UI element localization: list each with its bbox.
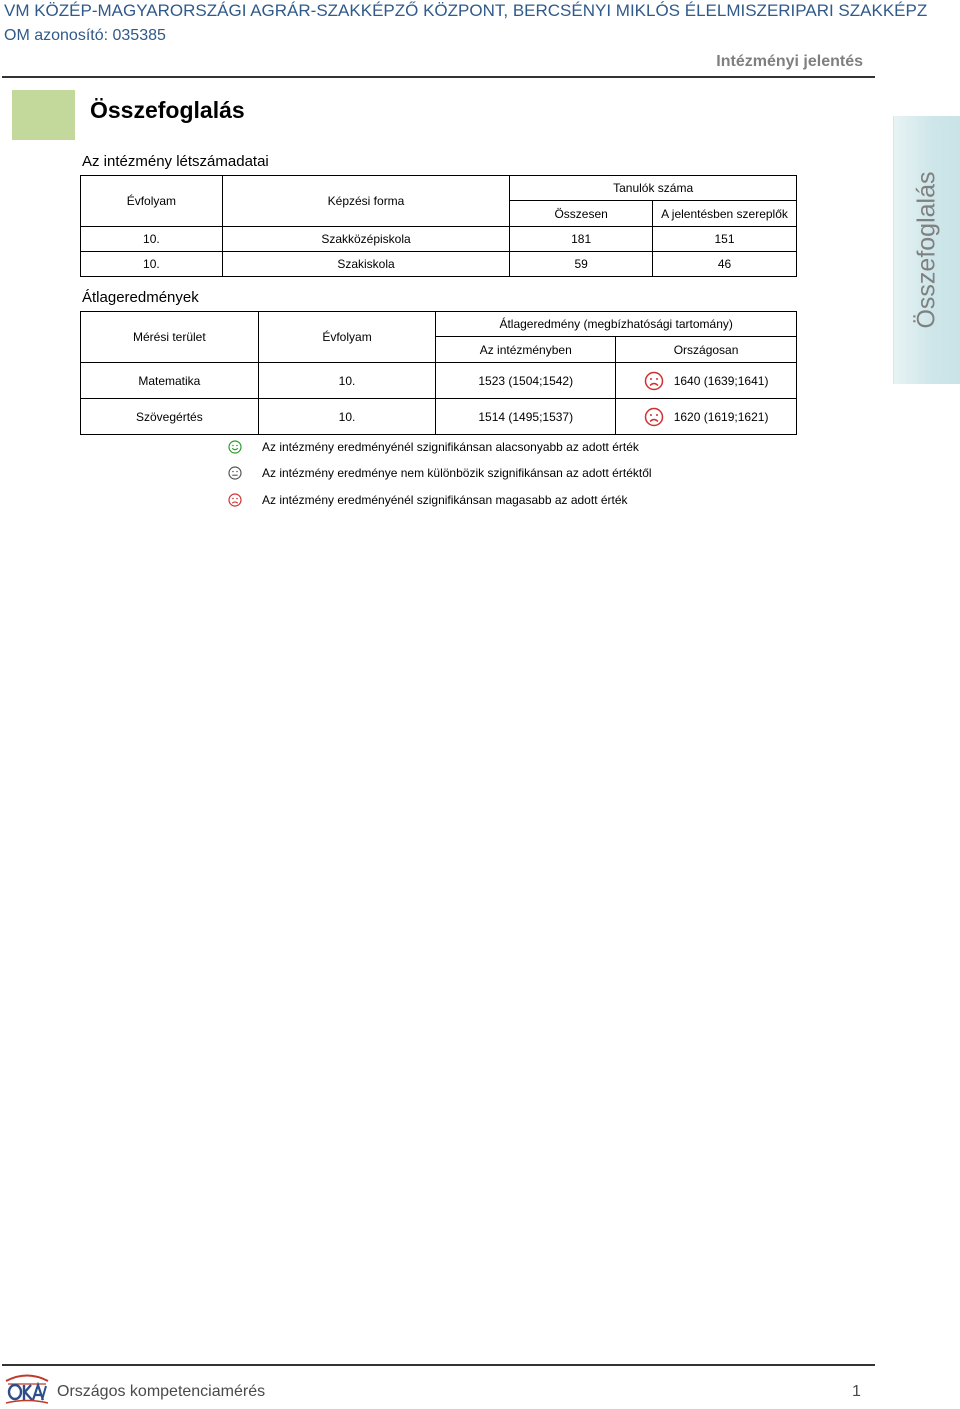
neutral-face-icon xyxy=(228,466,242,480)
averages-table xyxy=(80,311,797,435)
footer-divider xyxy=(2,1364,875,1366)
enrollment-table xyxy=(80,175,797,277)
col-grade: Évfolyam xyxy=(81,176,223,227)
cell-grade: 10. xyxy=(258,363,436,399)
cell-grade: 10. xyxy=(258,399,436,435)
sad-face-icon xyxy=(644,371,664,391)
averages-section-title: Átlageredmények xyxy=(82,289,199,306)
cell-institution: 1514 (1495;1537) xyxy=(436,399,616,435)
col-institution: Az intézményben xyxy=(436,337,616,363)
legend-text: Az intézmény eredménye nem különbözik szignifikánsan az adott értéktől xyxy=(262,466,652,480)
cell-national xyxy=(616,363,797,399)
cell-in-report: 151 xyxy=(653,227,797,252)
cell-area: Szövegértés xyxy=(81,399,259,435)
legend-item xyxy=(228,493,628,507)
col-students: Tanulók száma xyxy=(510,176,797,201)
legend-item xyxy=(228,440,639,454)
page-title: Összefoglalás xyxy=(90,97,245,123)
enrollment-section-title: Az intézmény létszámadatai xyxy=(82,153,269,170)
om-id: OM azonosító: 035385 xyxy=(4,27,166,44)
oktatasi-hivatal-logo xyxy=(4,1372,50,1406)
legend-text: Az intézmény eredményénél szignifikánsan alacsonyabb az adott érték xyxy=(262,440,639,454)
col-avg: Átlageredmény (megbízhatósági tartomány) xyxy=(436,312,797,337)
page-number: 1 xyxy=(852,1383,861,1400)
cell-total: 59 xyxy=(510,252,653,277)
national-value: 1620 (1619;1621) xyxy=(673,409,769,424)
table-row xyxy=(81,363,797,399)
cell-area: Matematika xyxy=(81,363,259,399)
col-national: Országosan xyxy=(616,337,797,363)
school-name: VM KÖZÉP-MAGYARORSZÁGI AGRÁR-SZAKKÉPZŐ KÖZPONT, BERCSÉNYI MIKLÓS ÉLELMISZERIPARI SZAKKÉPZ xyxy=(4,1,928,20)
side-tab-label: Összefoglalás xyxy=(912,171,941,329)
cell-grade: 10. xyxy=(81,252,223,277)
cell-training: Szakiskola xyxy=(222,252,509,277)
col-grade: Évfolyam xyxy=(258,312,436,363)
table-row xyxy=(81,399,797,435)
legend-item xyxy=(228,466,652,480)
header-divider xyxy=(2,76,875,78)
table-row xyxy=(81,252,797,277)
side-tab xyxy=(893,116,960,384)
cell-institution: 1523 (1504;1542) xyxy=(436,363,616,399)
table-row xyxy=(81,227,797,252)
sad-face-icon xyxy=(228,493,242,507)
cell-grade: 10. xyxy=(81,227,223,252)
cell-total: 181 xyxy=(510,227,653,252)
footer-text: Országos kompetenciamérés xyxy=(57,1383,266,1400)
col-in-report: A jelentésben szereplők xyxy=(653,201,797,227)
col-total: Összesen xyxy=(510,201,653,227)
legend-text: Az intézmény eredményénél szignifikánsan magasabb az adott érték xyxy=(262,493,628,507)
cell-training: Szakközépiskola xyxy=(222,227,509,252)
cell-national xyxy=(616,399,797,435)
col-area: Mérési terület xyxy=(81,312,259,363)
col-training: Képzési forma xyxy=(222,176,509,227)
report-type: Intézményi jelentés xyxy=(716,53,863,70)
sad-face-icon xyxy=(644,407,664,427)
title-color-block xyxy=(12,90,75,140)
cell-in-report: 46 xyxy=(653,252,797,277)
happy-face-icon xyxy=(228,440,242,454)
national-value: 1640 (1639;1641) xyxy=(673,373,769,388)
